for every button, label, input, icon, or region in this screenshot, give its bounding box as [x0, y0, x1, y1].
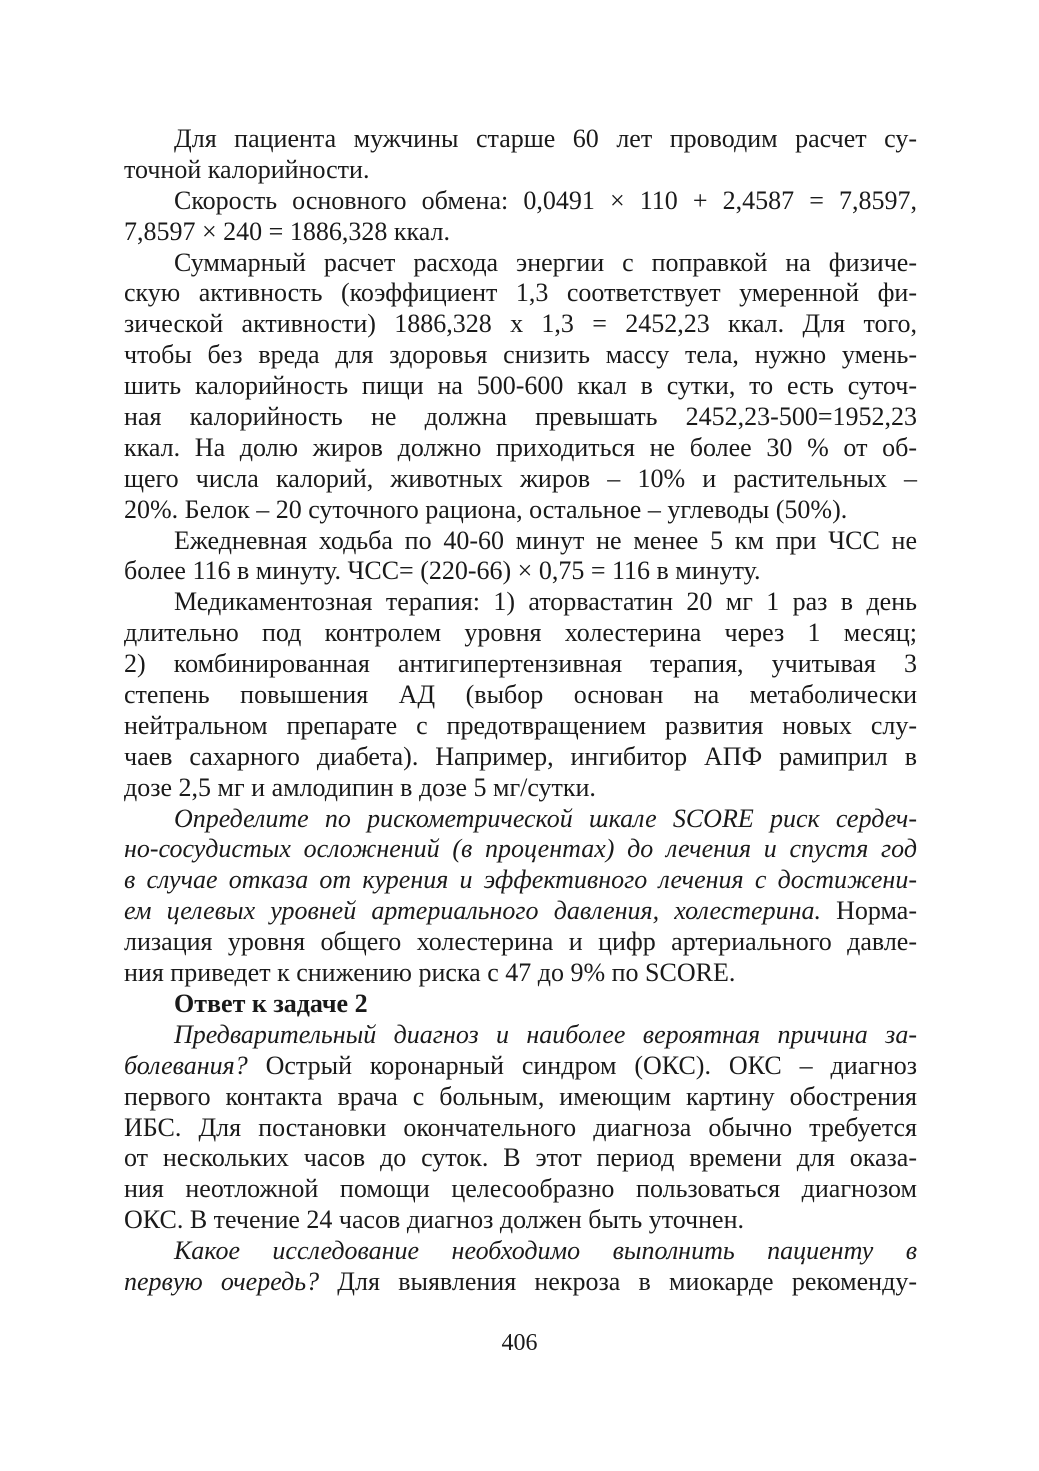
paragraph-line: скую активность (коэффициент 1,3 соответствует умеренной фи- [124, 278, 917, 308]
paragraph-line: ния приведет к снижению риска с 47 до 9% по SCORE. [124, 958, 736, 988]
paragraph-line: ИБС. Для постановки окончательного диагноза обычно требуется [124, 1112, 917, 1142]
paragraph-line: зической активности) 1886,328 х 1,3 = 2452,23 ккал. Для того, [124, 309, 917, 339]
paragraph-line: длительно под контролем уровня холестерина через 1 месяц; [124, 618, 917, 648]
paragraph-line: Суммарный расчет расхода энергии с поправкой на физиче- [174, 247, 917, 277]
paragraph-line: нейтральном препарате с предотвращением развития новых слу- [124, 710, 917, 740]
question-line: но-сосудистых осложнений (в процентах) до лечения и спустя год [124, 834, 917, 864]
paragraph-line: от нескольких часов до суток. В этот период времени для оказа- [124, 1143, 917, 1173]
question-text: ем целевых уровней артериального давления, холестерина. [124, 896, 821, 926]
paragraph-line: ОКС. В течение 24 часов диагноз должен быть уточнен. [124, 1205, 745, 1235]
answer-text: Норма- [820, 896, 917, 926]
paragraph-line: 20%. Белок – 20 суточного рациона, остальное – углеводы (50%). [124, 494, 848, 524]
answer-text: Острый коронарный синдром (ОКС). ОКС – диагноз [247, 1050, 917, 1080]
question-text: первую очередь? [124, 1266, 320, 1296]
paragraph-line: Для пациента мужчины старше 60 лет проводим расчет су- [174, 124, 917, 153]
question-text: болевания? [124, 1050, 248, 1080]
section-heading: Ответ к задаче 2 [174, 988, 368, 1018]
page-number: 406 [501, 1330, 538, 1356]
paragraph-line: чаев сахарного диабета). Например, ингибитор АПФ рамиприл в [124, 741, 917, 771]
page-body [124, 124, 917, 1298]
paragraph-line: ккал. На долю жиров должно приходиться не более 30 % от об- [124, 432, 917, 462]
question-line: Предварительный диагноз и наиболее вероятная причина за- [174, 1019, 917, 1049]
paragraph-line: первого контакта врача с больным, имеющим картину обострения [124, 1081, 917, 1111]
paragraph-line: Медикаментозная терапия: 1) аторвастатин 20 мг 1 раз в день [174, 587, 917, 617]
paragraph-line [124, 896, 917, 927]
answer-text: Для выявления некроза в миокарде рекоменду- [319, 1266, 917, 1296]
paragraph-line: шить калорийность пищи на 500-600 ккал в сутки, то есть суточ- [124, 371, 917, 401]
paragraph-line: Скорость основного обмена: 0,0491 × 110 + 2,4587 = 7,8597, [174, 185, 917, 215]
paragraph-line: щего числа калорий, животных жиров – 10% и растительных – [124, 463, 917, 493]
paragraph-line: точной калорийности. [124, 154, 370, 184]
paragraph-line: 7,8597 × 240 = 1886,328 ккал. [124, 216, 450, 246]
paragraph-line: 2) комбинированная антигипертензивная терапия, учитывая 3 [124, 649, 917, 679]
question-line: Определите по рискометрической шкале SCORE риск сердеч- [174, 803, 917, 833]
paragraph-line: более 116 в минуту. ЧСС= (220-66) × 0,75 = 116 в минуту. [124, 556, 761, 586]
paragraph-line [124, 1051, 917, 1082]
paragraph-line: ния неотложной помощи целесообразно пользоваться диагнозом [124, 1174, 917, 1204]
paragraph-line: степень повышения АД (выбор основан на метаболически [124, 680, 917, 710]
paragraph-line: ная калорийность не должна превышать 2452,23-500=1952,23 [124, 402, 917, 432]
paragraph-line [124, 1267, 917, 1298]
paragraph-line: Ежедневная ходьба по 40-60 минут не менее 5 км при ЧСС не [174, 525, 917, 555]
question-line: Какое исследование необходимо выполнить пациенту в [174, 1236, 917, 1266]
paragraph-line: дозе 2,5 мг и амлодипин в дозе 5 мг/сутки. [124, 772, 596, 802]
paragraph-line: чтобы без вреда для здоровья снизить массу тела, нужно умень- [124, 340, 917, 370]
question-line: в случае отказа от курения и эффективного лечения с достижени- [124, 865, 917, 895]
paragraph-line: лизация уровня общего холестерина и цифр артериального давле- [124, 927, 917, 957]
